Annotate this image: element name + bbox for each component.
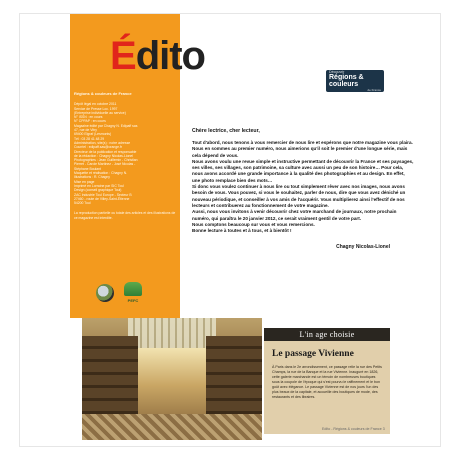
- editorial-signature: Chagny Nicolas-Lionel: [336, 244, 390, 251]
- masthead-line: Administration, site(s) : notre adresse: [74, 140, 131, 145]
- recycling-logo-icon: [96, 284, 114, 302]
- masthead-line: Illustrations : R. Chagny: [74, 175, 110, 180]
- masthead-line: Magazine édité par Chagny N. Edipaff sas: [74, 123, 138, 128]
- pefc-logo: [124, 282, 142, 303]
- masthead-line: 27460 - route de Villey-Saint-Étienne: [74, 196, 130, 201]
- title-initial: É: [110, 34, 136, 78]
- masthead-line: Mise en page: [74, 179, 95, 184]
- masthead-lines: [74, 102, 176, 205]
- masthead-line: N° ISSN : en cours: [74, 115, 103, 120]
- badge-brand-text: Régions & couleurs: [329, 74, 364, 88]
- masthead-line: N° CPPAP : en cours: [74, 119, 106, 124]
- photo-glass-roof: [128, 318, 216, 348]
- masthead-line: Dépôt légal en octobre 2011: [74, 102, 117, 107]
- regions-logo-badge: [326, 70, 384, 92]
- editorial-salutation: Chère lectrice, cher lecteur,: [192, 128, 260, 134]
- magazine-page: [20, 14, 440, 446]
- masthead-line: de la rédaction : Chagny Nicolas-Lionel: [74, 153, 133, 158]
- masthead-line: Stéphane Boulant: [74, 166, 101, 171]
- masthead-line: Maquette et réalisation : Chagny N.: [74, 171, 128, 176]
- page-title: [110, 36, 205, 76]
- masthead-note: La reproduction partielle ou totale des articles et des illustrations de ce magazine est interdite.: [74, 211, 176, 220]
- masthead-line: ZAC Industrie Toul Europe - Secteur B: [74, 192, 132, 197]
- article-band: L'in age choisie: [264, 328, 390, 341]
- editorial-paragraph: Si donc vous voulez continuer à nous lire ou tout simplement rêver avec nos images, nous avons besoin de vous. Vous pouvez, si vous le souhaitez, parler de nous, dire que vous avez déniché un nouveau périodique, et conseiller à vos amis de l'acquérir. Vous multiplierez ainsi l'effectif de nos lecteurs et contribuerez au fonctionnement de votre magazine.: [192, 184, 406, 208]
- badge-sub-text: de France: [367, 88, 381, 92]
- editorial-paragraph: Bonne lecture à toutes et à tous, et à bientôt !: [192, 228, 292, 234]
- masthead-line: Photographies : Jean Guillemin - Christian: [74, 158, 138, 163]
- masthead-line: Service de Presse Loc. 1997: [74, 106, 118, 111]
- masthead-text: [74, 92, 176, 220]
- masthead-line: (Entreprise individuelle au service): [74, 110, 126, 115]
- masthead-line: Tél : 03 28 41 48 29: [74, 136, 105, 141]
- title-rest: dito: [135, 34, 205, 78]
- pefc-label: PEFC: [127, 298, 139, 303]
- editorial-paragraph: Nous comptons beaucoup sur vous et vous remercions.: [192, 221, 315, 227]
- masthead-line: Directeur de la publication et responsable: [74, 149, 137, 154]
- badge-small-text: Découvrir: [329, 70, 345, 74]
- editorial-paragraph: Tout d'abord, nous tenons à vous remercier de nous lire et espérons que notre magazine vous plaira. Nous en sommes au premier numéro, nous aimerions qu'il soit le premier d'une longue série, mais cela dépend de vous.: [192, 140, 413, 158]
- editorial-paragraph: Aussi, nous vous invitons à venir découvrir chez votre marchand de journaux, notre prochain numéro, qui paraîtra le 20 janvier 2012, ce serait vraiment gentil de votre part.: [192, 209, 397, 221]
- masthead-line: Imprimé en Lorraine par SIC Toul: [74, 183, 124, 188]
- feature-article-box: [264, 328, 390, 434]
- masthead-line: 54200 Toul: [74, 201, 91, 206]
- editorial-paragraph: Nous avons voulu une revue simple et instructive permettant de découvrir la France et ses paysages, ses villes, ses villages, son patrimoine, sa culture avec aussi un peu de son histoire… Pour cela, nous avons accordé une grande importance à la qualité des photographies et au design. En effet, une photo remplace bien des mots…: [192, 158, 414, 183]
- photo-mosaic-floor: [82, 414, 262, 440]
- masthead-line: 69400 Elgraf (Lesmonts): [74, 132, 112, 137]
- pefc-tree-icon: [124, 282, 142, 296]
- masthead-line: Pierret - Carole Martinez - José Nicolas -: [74, 162, 136, 167]
- article-body: À Paris dans le 2e arrondissement, ce passage relie la rue des Petits Champs, la rue de la Banque et la rue Vivienne. Inauguré en 1826, cette galerie marchande est un témoin de nombreuses boutiques sous la coupole de l'époque qui s'est pourvu le raffinement et le bon goût avec élégance. Le passage Vivienne est de nos jours l'un des plus beaux de la capitale, et accueille des boutiques de mode, des restaurants et des libraires.: [272, 365, 382, 399]
- masthead-line: 47, rue de Vitry: [74, 128, 97, 133]
- editorial-body: [192, 128, 414, 250]
- masthead-line: Courriel : edipaff.sas@orange.fr: [74, 145, 123, 150]
- certification-logos: [96, 282, 142, 303]
- article-title: Le passage Vivienne: [272, 349, 354, 359]
- passage-vivienne-photo: [82, 318, 262, 440]
- page-footer: Edito - Régions & couleurs de France 3: [322, 427, 385, 431]
- editorial-text: [192, 140, 414, 234]
- masthead-line: Design (conseil graphique Toul): [74, 188, 122, 193]
- masthead-publication: Régions & couleurs de France: [74, 91, 132, 96]
